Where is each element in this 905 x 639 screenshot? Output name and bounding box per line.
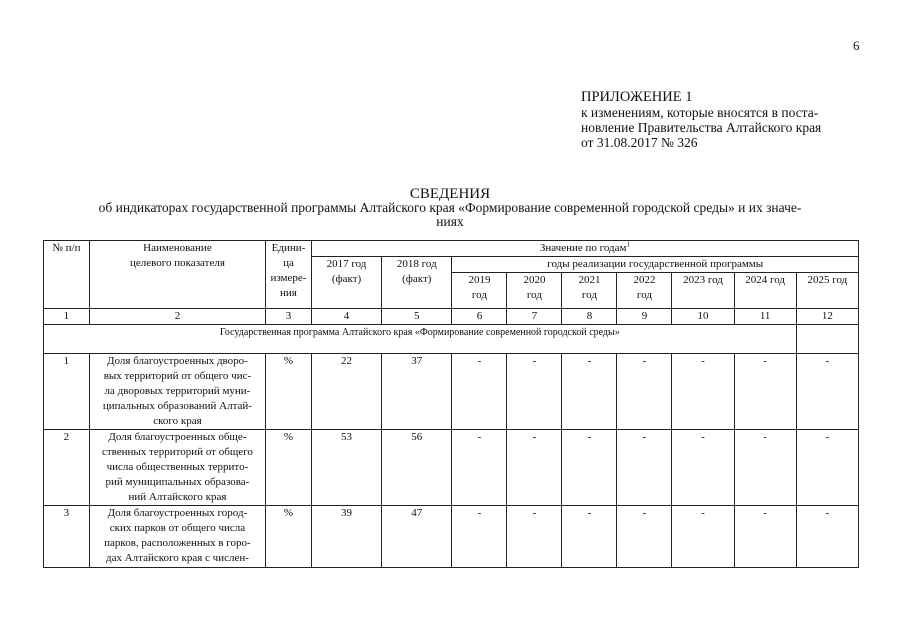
row-value-2017: 53 bbox=[311, 430, 381, 506]
heading-subtitle: об индикаторах государственной программы Алтайского края «Формирование современной городской среды» и их значе- bbox=[98, 200, 802, 215]
header-year-suffix: год bbox=[526, 289, 542, 301]
header-unit bbox=[266, 241, 312, 309]
header-2019 bbox=[452, 273, 507, 309]
header-year: 2017 год bbox=[326, 258, 367, 270]
appendix-line: от 31.08.2017 № 326 bbox=[581, 135, 698, 150]
row-name-line: ний Алтайского края bbox=[128, 491, 227, 503]
row-value-2019: - bbox=[452, 354, 507, 430]
row-num: 1 bbox=[44, 354, 90, 430]
row-value-2024: - bbox=[734, 354, 796, 430]
row-name-line: дах Алтайского края с числен- bbox=[105, 552, 249, 564]
row-value-2017: 22 bbox=[311, 354, 381, 430]
row-name-line: ского края bbox=[153, 415, 202, 427]
column-number-row bbox=[44, 309, 859, 325]
heading-subtitle-continuation: ниях bbox=[436, 214, 464, 229]
column-number: 12 bbox=[796, 309, 858, 325]
row-value-2021: - bbox=[562, 506, 617, 568]
row-value-2024: - bbox=[734, 506, 796, 568]
column-number: 2 bbox=[89, 309, 265, 325]
column-number: 5 bbox=[382, 309, 452, 325]
header-values-by-year-text: Значение по годам bbox=[539, 242, 627, 254]
row-value-2023: - bbox=[672, 430, 734, 506]
row-num: 2 bbox=[44, 430, 90, 506]
row-name-line: Доля благоустроенных обще- bbox=[108, 431, 247, 443]
header-2024: 2024 год bbox=[734, 273, 796, 309]
header-2022 bbox=[617, 273, 672, 309]
header-year-note: (факт) bbox=[331, 273, 362, 285]
header-row bbox=[44, 241, 859, 257]
header-year: 2022 bbox=[633, 274, 656, 286]
row-value-2018: 37 bbox=[382, 354, 452, 430]
header-name-line: целевого показателя bbox=[130, 257, 225, 269]
document-heading bbox=[40, 187, 860, 229]
heading-title: СВЕДЕНИЯ bbox=[409, 186, 491, 202]
header-name bbox=[89, 241, 265, 309]
indicators-table bbox=[43, 240, 859, 568]
header-year: 2019 bbox=[468, 274, 491, 286]
column-number: 9 bbox=[617, 309, 672, 325]
row-value-2024: - bbox=[734, 430, 796, 506]
row-name-line: Доля благоустроенных дворо- bbox=[107, 355, 248, 367]
table-row bbox=[44, 506, 859, 568]
row-name-line: ственных территорий от общего bbox=[101, 446, 253, 458]
column-number: 1 bbox=[44, 309, 90, 325]
appendix-title: ПРИЛОЖЕНИЕ 1 bbox=[581, 89, 693, 105]
row-value-2022: - bbox=[617, 430, 672, 506]
column-number: 4 bbox=[311, 309, 381, 325]
column-number: 7 bbox=[507, 309, 562, 325]
column-number: 8 bbox=[562, 309, 617, 325]
footnote-marker: 1 bbox=[626, 240, 631, 249]
row-value-2022: - bbox=[617, 506, 672, 568]
row-value-2018: 56 bbox=[382, 430, 452, 506]
row-value-2023: - bbox=[672, 506, 734, 568]
row-name-line: парков, расположенных в горо- bbox=[104, 537, 251, 549]
table-row bbox=[44, 430, 859, 506]
header-unit-line: ца bbox=[283, 257, 294, 269]
header-values-by-year bbox=[311, 241, 858, 257]
column-number: 6 bbox=[452, 309, 507, 325]
row-value-2020: - bbox=[507, 354, 562, 430]
appendix-line: новление Правительства Алтайского края bbox=[581, 120, 822, 135]
row-value-2023: - bbox=[672, 354, 734, 430]
header-2025: 2025 год bbox=[796, 273, 858, 309]
row-value-2020: - bbox=[507, 506, 562, 568]
header-unit-line: Едини- bbox=[271, 242, 306, 254]
header-2017 bbox=[311, 257, 381, 309]
header-unit-line: ния bbox=[280, 287, 297, 299]
header-num: № п/п bbox=[44, 241, 90, 309]
row-value-2021: - bbox=[562, 354, 617, 430]
column-number: 3 bbox=[266, 309, 312, 325]
row-name-line: вых территорий от общего чис- bbox=[103, 370, 252, 382]
program-row-empty-cell bbox=[796, 325, 858, 354]
header-2020 bbox=[507, 273, 562, 309]
header-2018 bbox=[382, 257, 452, 309]
header-year-note: (факт) bbox=[402, 273, 432, 285]
row-name-line: рий муниципальных образова- bbox=[105, 476, 250, 488]
row-num: 3 bbox=[44, 506, 90, 568]
row-name bbox=[89, 430, 265, 506]
column-number: 11 bbox=[734, 309, 796, 325]
row-value-2021: - bbox=[562, 430, 617, 506]
row-value-2020: - bbox=[507, 430, 562, 506]
row-name-line: Доля благоустроенных город- bbox=[107, 507, 248, 519]
header-unit-line: измере- bbox=[270, 272, 307, 284]
header-year: 2020 bbox=[523, 274, 546, 286]
header-implementation-years: годы реализации государственной программы bbox=[452, 257, 859, 273]
row-name bbox=[89, 506, 265, 568]
page-number: 6 bbox=[853, 38, 860, 53]
row-name-line: ских парков от общего числа bbox=[109, 522, 246, 534]
row-unit: % bbox=[266, 430, 312, 506]
row-value-2019: - bbox=[452, 506, 507, 568]
row-unit: % bbox=[266, 506, 312, 568]
row-name-line: числа общественных террито- bbox=[106, 461, 249, 473]
header-year-suffix: год bbox=[471, 289, 487, 301]
row-name bbox=[89, 354, 265, 430]
header-2021 bbox=[562, 273, 617, 309]
row-unit: % bbox=[266, 354, 312, 430]
appendix-line: к изменениям, которые вносятся в поста- bbox=[581, 105, 819, 120]
row-value-2025: - bbox=[796, 506, 858, 568]
header-year: 2021 bbox=[578, 274, 601, 286]
header-year-suffix: год bbox=[636, 289, 652, 301]
header-2023: 2023 год bbox=[672, 273, 734, 309]
appendix-block bbox=[581, 90, 821, 150]
header-year-suffix: год bbox=[581, 289, 597, 301]
row-value-2017: 39 bbox=[311, 506, 381, 568]
program-row bbox=[44, 325, 859, 354]
program-title: Государственная программа Алтайского края «Формирование современной городской среды» bbox=[44, 325, 797, 354]
row-name-line: ла дворовых территорий муни- bbox=[104, 385, 251, 397]
table-row bbox=[44, 354, 859, 430]
row-value-2018: 47 bbox=[382, 506, 452, 568]
header-year: 2018 год bbox=[396, 258, 437, 270]
column-number: 10 bbox=[672, 309, 734, 325]
row-value-2025: - bbox=[796, 430, 858, 506]
row-value-2022: - bbox=[617, 354, 672, 430]
row-value-2019: - bbox=[452, 430, 507, 506]
row-value-2025: - bbox=[796, 354, 858, 430]
row-name-line: ципальных образований Алтай- bbox=[102, 400, 252, 412]
header-name-line: Наименование bbox=[143, 242, 212, 254]
